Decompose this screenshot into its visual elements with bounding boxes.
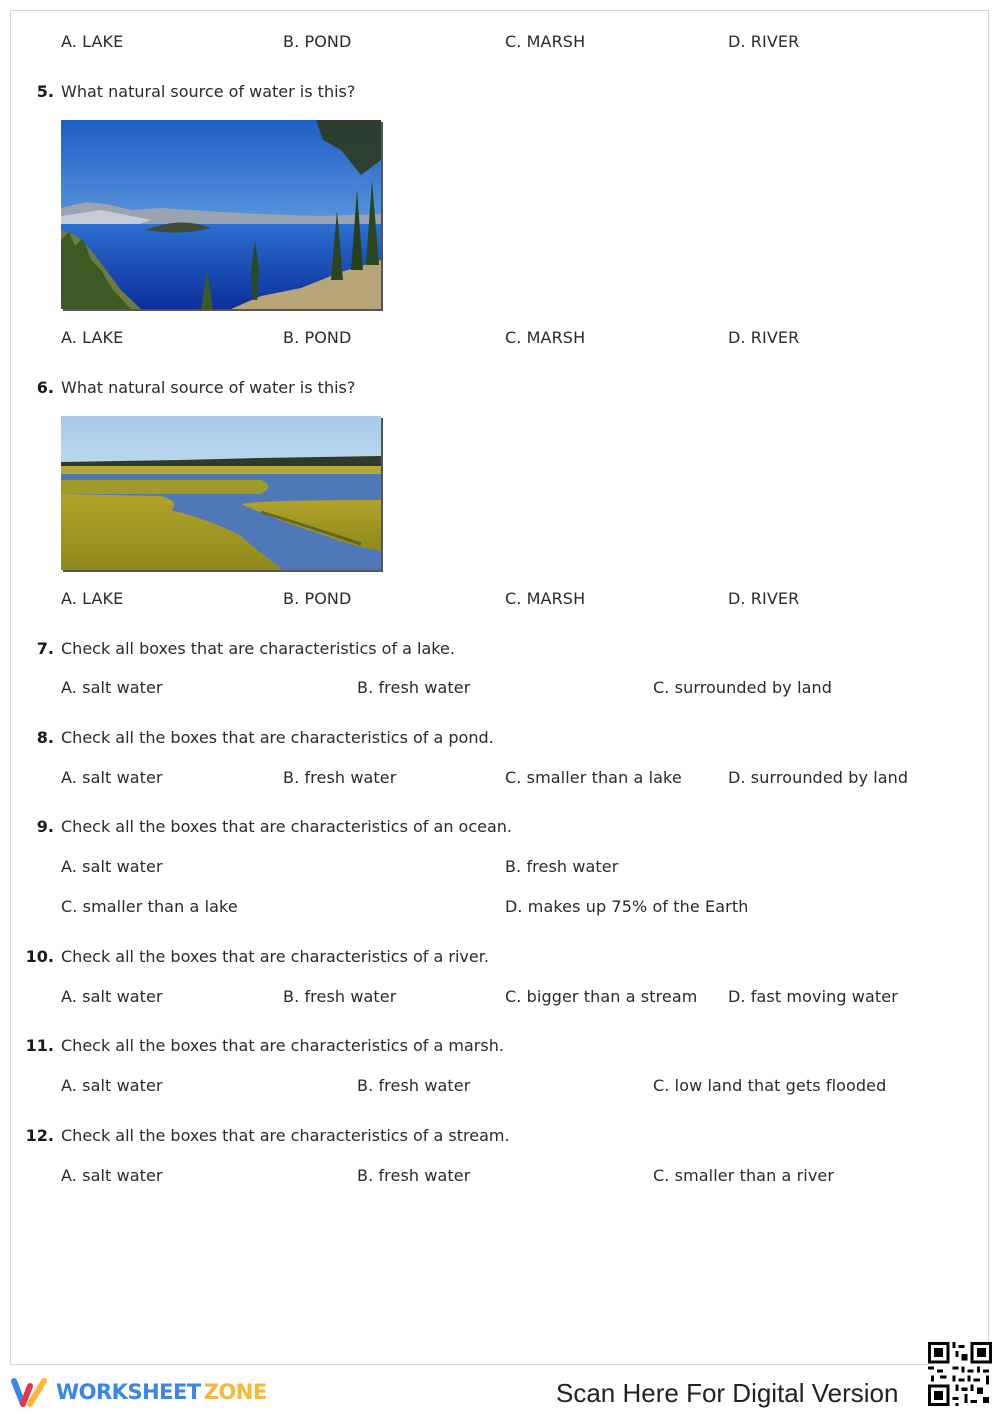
question-text: What natural source of water is this? — [61, 378, 356, 397]
q5-option-c[interactable]: C. MARSH — [505, 328, 586, 347]
q4-option-b[interactable]: B. POND — [283, 32, 352, 51]
lake-image — [61, 120, 381, 309]
question-text: Check all boxes that are characteristics of a lake. — [61, 639, 455, 658]
q4-option-d[interactable]: D. RIVER — [728, 32, 800, 51]
qr-code[interactable] — [928, 1342, 992, 1406]
question-number: 6. — [36, 378, 54, 397]
q10-option-b[interactable]: B. fresh water — [283, 987, 397, 1006]
marsh-photo — [61, 416, 381, 570]
question-text: Check all the boxes that are characteristics of a river. — [61, 947, 489, 966]
q9-option-c[interactable]: C. smaller than a lake — [61, 897, 238, 916]
q8-option-c[interactable]: C. smaller than a lake — [505, 768, 682, 787]
question-number: 12. — [25, 1126, 54, 1145]
q7-option-c[interactable]: C. surrounded by land — [653, 678, 833, 697]
q8-option-a[interactable]: A. salt water — [61, 768, 163, 787]
q4-option-a[interactable]: A. LAKE — [61, 32, 124, 51]
q9-option-a[interactable]: A. salt water — [61, 857, 163, 876]
question-number: 9. — [36, 817, 54, 836]
q5-option-d[interactable]: D. RIVER — [728, 328, 800, 347]
q5-option-b[interactable]: B. POND — [283, 328, 352, 347]
q9-option-b[interactable]: B. fresh water — [505, 857, 619, 876]
q12-option-b[interactable]: B. fresh water — [357, 1166, 471, 1185]
q9-option-d[interactable]: D. makes up 75% of the Earth — [505, 897, 749, 916]
lake-photo — [61, 120, 381, 309]
question-text: Check all the boxes that are characteristics of a pond. — [61, 728, 494, 747]
q6-option-b[interactable]: B. POND — [283, 589, 352, 608]
q11-option-a[interactable]: A. salt water — [61, 1076, 163, 1095]
question-text: Check all the boxes that are characteristics of a marsh. — [61, 1036, 504, 1055]
q12-option-a[interactable]: A. salt water — [61, 1166, 163, 1185]
q11-option-c[interactable]: C. low land that gets flooded — [653, 1076, 887, 1095]
question-number: 11. — [25, 1036, 54, 1055]
q10-option-c[interactable]: C. bigger than a stream — [505, 987, 698, 1006]
q10-option-d[interactable]: D. fast moving water — [728, 987, 898, 1006]
question-number: 8. — [36, 728, 54, 747]
q6-option-c[interactable]: C. MARSH — [505, 589, 586, 608]
question-number: 10. — [25, 947, 54, 966]
q12-option-c[interactable]: C. smaller than a river — [653, 1166, 835, 1185]
worksheetzone-logo-icon — [10, 1376, 50, 1408]
q10-option-a[interactable]: A. salt water — [61, 987, 163, 1006]
scan-label: Scan Here For Digital Version — [556, 1378, 899, 1408]
q6-option-d[interactable]: D. RIVER — [728, 589, 800, 608]
brand-name-zone: ZONE — [203, 1380, 267, 1404]
qr-code-icon — [928, 1342, 992, 1406]
question-text: What natural source of water is this? — [61, 82, 356, 101]
worksheetzone-logo[interactable] — [10, 1374, 267, 1410]
q7-option-b[interactable]: B. fresh water — [357, 678, 471, 697]
question-number: 5. — [36, 82, 54, 101]
question-number: 7. — [36, 639, 54, 658]
q11-option-b[interactable]: B. fresh water — [357, 1076, 471, 1095]
q6-option-a[interactable]: A. LAKE — [61, 589, 124, 608]
brand-name-worksheet: WORKSHEET — [56, 1380, 201, 1404]
q4-option-c[interactable]: C. MARSH — [505, 32, 586, 51]
q8-option-d[interactable]: D. surrounded by land — [728, 768, 909, 787]
question-text: Check all the boxes that are characteristics of a stream. — [61, 1126, 510, 1145]
q8-option-b[interactable]: B. fresh water — [283, 768, 397, 787]
q5-option-a[interactable]: A. LAKE — [61, 328, 124, 347]
question-text: Check all the boxes that are characteristics of an ocean. — [61, 817, 512, 836]
q7-option-a[interactable]: A. salt water — [61, 678, 163, 697]
marsh-image — [61, 416, 381, 570]
